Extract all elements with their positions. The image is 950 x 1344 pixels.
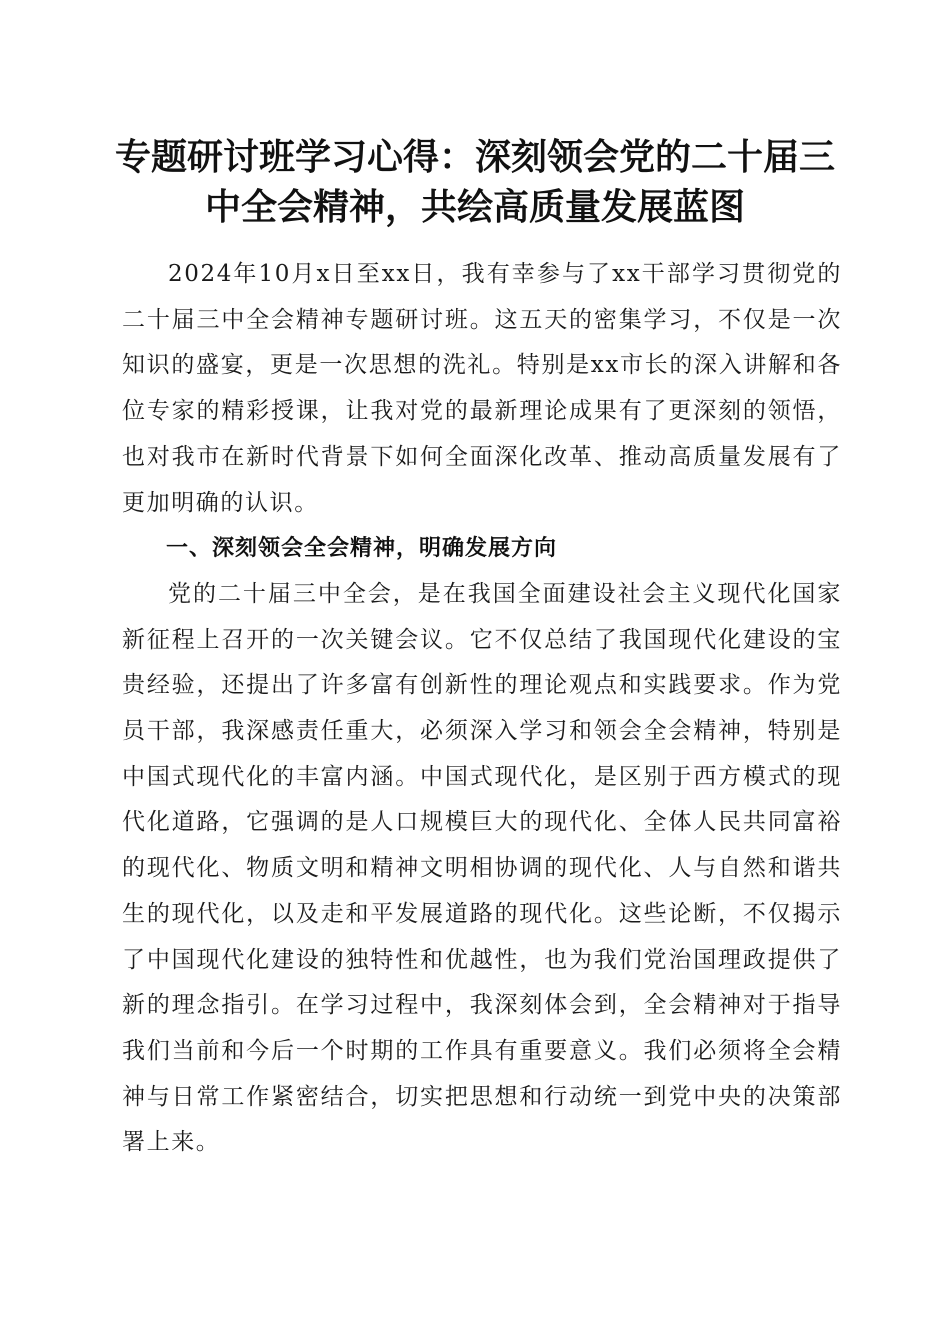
intro-paragraph: 2024年10月x日至xx日，我有幸参与了xx干部学习贯彻党的二十届三中全会精神专题研讨班。这五天的密集学习，不仅是一次知识的盛宴，更是一次思想的洗礼。特别是xx市长的深入讲解和各位专家的精彩授课，让我对党的最新理论成果有了更深刻的领悟，也对我市在新时代背景下如何全面深化改革、推动高质量发展有了更加明确的认识。 (122, 261, 842, 516)
document-body (122, 252, 842, 1166)
section-heading: 一、深刻领会全会精神，明确发展方向 (166, 536, 558, 562)
section-paragraph: 党的二十届三中全会，是在我国全面建设社会主义现代化国家新征程上召开的一次关键会议。它不仅总结了我国现代化建设的宝贵经验，还提出了许多富有创新性的理论观点和实践要求。作为党员干部，我深感责任重大，必须深入学习和领会全会精神，特别是中国式现代化的丰富内涵。中国式现代化，是区别于西方模式的现代化道路，它强调的是人口规模巨大的现代化、全体人民共同富裕的现代化、物质文明和精神文明相协调的现代化、人与自然和谐共生的现代化，以及走和平发展道路的现代化。这些论断，不仅揭示了中国现代化建设的独特性和优越性，也为我们党治国理政提供了新的理念指引。在学习过程中，我深刻体会到，全会精神对于指导我们当前和今后一个时期的工作具有重要意义。我们必须将全会精神与日常工作紧密结合，切实把思想和行动统一到党中央的决策部署上来。 (122, 580, 842, 1156)
title-line-1: 专题研讨班学习心得：深刻领会党的二十届三 (114, 136, 835, 178)
document-title (0, 132, 950, 232)
title-line-2: 中全会精神，共绘高质量发展蓝图 (204, 186, 745, 228)
